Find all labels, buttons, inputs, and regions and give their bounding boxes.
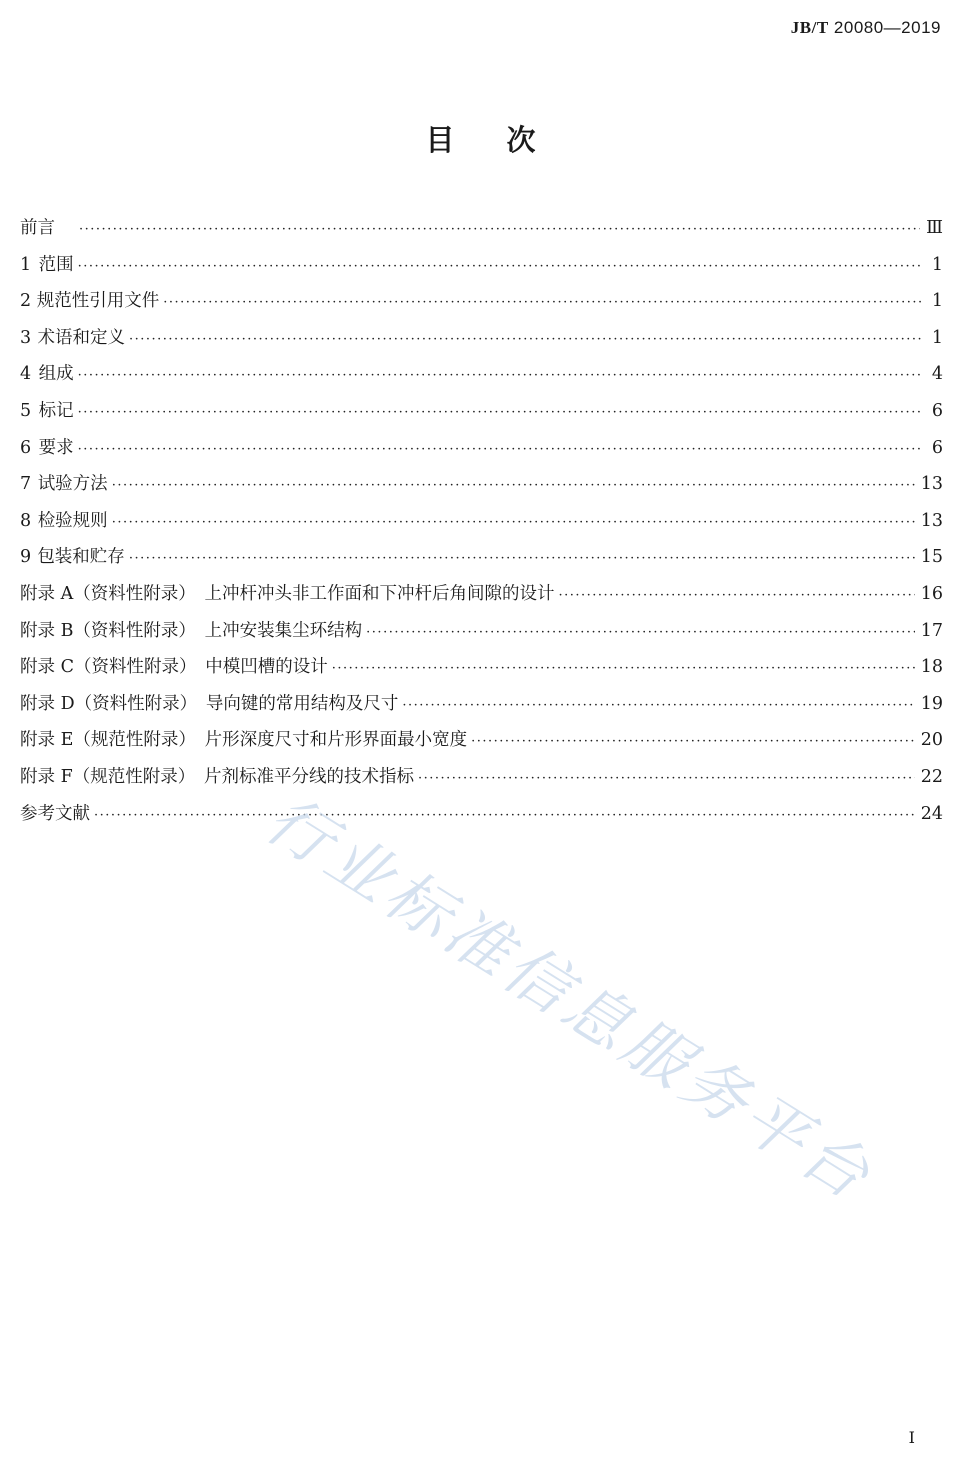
- toc-item-label: 组成: [38, 364, 74, 385]
- toc-item-test-methods[interactable]: [20, 470, 943, 507]
- toc-item-label: 试验方法: [37, 474, 108, 495]
- toc-leader-dots: [112, 515, 915, 530]
- toc-item-label: 附录 B（资料性附录） 上冲安装集尘环结构: [20, 620, 363, 641]
- standard-code: [791, 18, 941, 38]
- toc-item-requirements[interactable]: [20, 434, 943, 471]
- toc-item-page: 16: [920, 583, 943, 604]
- toc-item-annex-f[interactable]: [20, 763, 943, 800]
- toc-item-number: 7: [20, 474, 32, 495]
- toc-item-annex-c[interactable]: [20, 653, 943, 690]
- toc-item-label: 检验规则: [37, 510, 108, 531]
- toc-item-page: 13: [920, 510, 943, 531]
- toc-leader-dots: [78, 442, 923, 457]
- toc-item-foreword[interactable]: [20, 214, 943, 251]
- watermark: 行业标准信息服务平台: [252, 782, 886, 1217]
- toc-item-page: Ⅲ: [926, 218, 943, 238]
- standard-code-number: 20080—2019: [833, 18, 941, 37]
- toc-item-label: 术语和定义: [37, 327, 125, 348]
- toc-item-composition[interactable]: [20, 360, 943, 397]
- toc-item-annex-d[interactable]: [20, 690, 943, 727]
- page-number: I: [908, 1428, 915, 1447]
- toc-leader-dots: [129, 551, 915, 566]
- page-title: 目次: [425, 123, 588, 157]
- toc-item-label: 包装和贮存: [37, 547, 125, 568]
- toc-leader-dots: [129, 332, 923, 347]
- toc-item-marking[interactable]: [20, 397, 943, 434]
- toc-item-label: 附录 D（资料性附录） 导向键的常用结构及尺寸: [20, 693, 399, 714]
- toc-leader-dots: [418, 771, 915, 786]
- toc-item-annex-e[interactable]: [20, 726, 943, 763]
- toc-item-page: 6: [931, 437, 943, 458]
- toc-item-number: 5: [20, 400, 32, 421]
- toc-item-annex-a[interactable]: [20, 580, 943, 617]
- toc-item-page: 4: [931, 364, 943, 385]
- toc-item-terms[interactable]: [20, 324, 943, 361]
- standard-code-prefix: JB/T: [790, 18, 829, 37]
- toc-item-page: 6: [931, 400, 943, 421]
- toc-leader-dots: [558, 588, 914, 603]
- toc-item-page: 19: [920, 693, 943, 714]
- toc-item-page: 1: [931, 291, 943, 312]
- toc-leader-dots: [112, 478, 915, 493]
- toc-item-number: 9: [20, 547, 32, 568]
- toc-item-page: 20: [920, 730, 943, 751]
- toc-item-page: 22: [920, 766, 943, 787]
- toc-leader-dots: [94, 808, 915, 823]
- toc-item-page: 1: [931, 327, 943, 348]
- toc-item-page: 15: [920, 547, 943, 568]
- toc-item-page: 18: [920, 657, 943, 678]
- toc-leader-dots: [78, 259, 923, 274]
- toc-item-page: 1: [931, 254, 943, 275]
- toc-item-label: 附录 A（资料性附录） 上冲杆冲头非工作面和下冲杆后角间隙的设计: [20, 583, 555, 604]
- toc-item-bibliography[interactable]: [20, 800, 943, 837]
- toc-item-inspection-rules[interactable]: [20, 507, 943, 544]
- toc-item-label: 要求: [38, 437, 74, 458]
- toc-item-number: 8: [20, 510, 32, 531]
- toc-item-annex-b[interactable]: [20, 617, 943, 654]
- toc-leader-dots: [79, 222, 920, 237]
- toc-item-label: 附录 F（规范性附录） 片剂标准平分线的技术指标: [20, 766, 414, 787]
- toc-item-label: 标记: [38, 400, 74, 421]
- toc-item-packaging-storage[interactable]: [20, 543, 943, 580]
- toc-item-number: 2: [20, 291, 32, 312]
- table-of-contents: [20, 214, 943, 836]
- toc-item-label: 前言: [20, 218, 55, 238]
- toc-leader-dots: [402, 698, 914, 713]
- toc-item-label: 规范性引用文件: [36, 291, 160, 312]
- toc-leader-dots: [78, 368, 923, 383]
- toc-item-page: 13: [920, 474, 943, 495]
- toc-item-number: 6: [20, 437, 32, 458]
- toc-leader-dots: [471, 734, 915, 749]
- toc-item-number: 1: [20, 254, 32, 275]
- toc-item-page: 17: [920, 620, 943, 641]
- toc-leader-dots: [332, 661, 915, 676]
- toc-item-number: 3: [20, 327, 32, 348]
- toc-leader-dots: [78, 405, 923, 420]
- toc-leader-dots: [163, 295, 923, 310]
- toc-item-normative-references[interactable]: [20, 287, 943, 324]
- toc-item-label: 附录 E（规范性附录） 片形深度尺寸和片形界面最小宽度: [20, 730, 468, 751]
- toc-item-label: 范围: [38, 254, 74, 275]
- toc-item-number: 4: [20, 364, 32, 385]
- toc-item-scope[interactable]: [20, 251, 943, 288]
- toc-leader-dots: [366, 625, 915, 640]
- toc-item-label: 附录 C（资料性附录） 中模凹槽的设计: [20, 657, 328, 678]
- toc-item-label: 参考文献: [20, 803, 90, 824]
- toc-item-page: 24: [920, 803, 943, 824]
